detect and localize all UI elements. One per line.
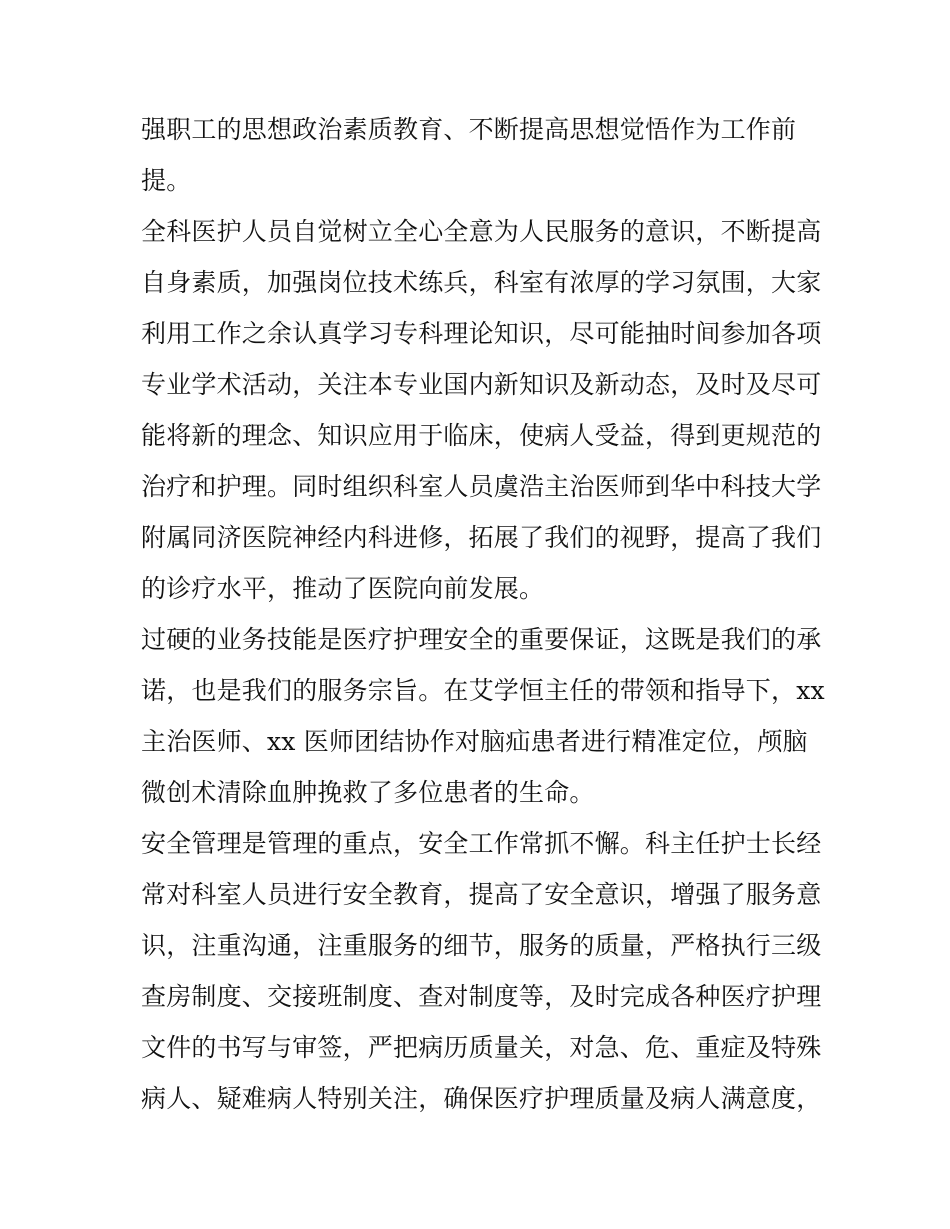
text-line: 主治医师、xx 医师团结协作对脑疝患者进行精准定位，颅脑 — [141, 727, 808, 756]
text-line: 治疗和护理。同时组织科室人员虞浩主治医师到华中科技大学 — [141, 472, 822, 501]
text-line: 诺，也是我们的服务宗旨。在艾学恒主任的带领和指导下，xx — [141, 676, 825, 705]
text-line: 识，注重沟通，注重服务的细节，服务的质量，严格执行三级 — [141, 931, 822, 960]
text-line: 强职工的思想政治素质教育、不断提高思想觉悟作为工作前 — [141, 115, 797, 144]
text-line: 查房制度、交接班制度、查对制度等，及时完成各种医疗护理 — [141, 982, 822, 1011]
text-line: 利用工作之余认真学习专科理论知识，尽可能抽时间参加各项 — [141, 319, 822, 348]
text-line: 提。 — [141, 166, 192, 195]
text-line: 的诊疗水平，推动了医院向前发展。 — [141, 574, 545, 603]
text-line: 全科医护人员自觉树立全心全意为人民服务的意识，不断提高 — [141, 217, 822, 246]
text-line: 微创术清除血肿挽救了多位患者的生命。 — [141, 778, 595, 807]
text-line: 专业学术活动，关注本专业国内新知识及新动态，及时及尽可 — [141, 370, 822, 399]
text-line: 过硬的业务技能是医疗护理安全的重要保证，这既是我们的承 — [141, 625, 822, 654]
text-line: 能将新的理念、知识应用于临床，使病人受益，得到更规范的 — [141, 421, 822, 450]
text-line: 自身素质，加强岗位技术练兵，科室有浓厚的学习氛围，大家 — [141, 268, 822, 297]
text-line: 文件的书写与审签，严把病历质量关，对急、危、重症及特殊 — [141, 1033, 822, 1062]
text-line: 安全管理是管理的重点，安全工作常抓不懈。科主任护士长经 — [141, 829, 822, 858]
text-line: 附属同济医院神经内科进修，拓展了我们的视野，提高了我们 — [141, 523, 822, 552]
text-line: 病人、疑难病人特别关注，确保医疗护理质量及病人满意度， — [141, 1084, 822, 1113]
text-line: 常对科室人员进行安全教育，提高了安全意识，增强了服务意 — [141, 880, 822, 909]
